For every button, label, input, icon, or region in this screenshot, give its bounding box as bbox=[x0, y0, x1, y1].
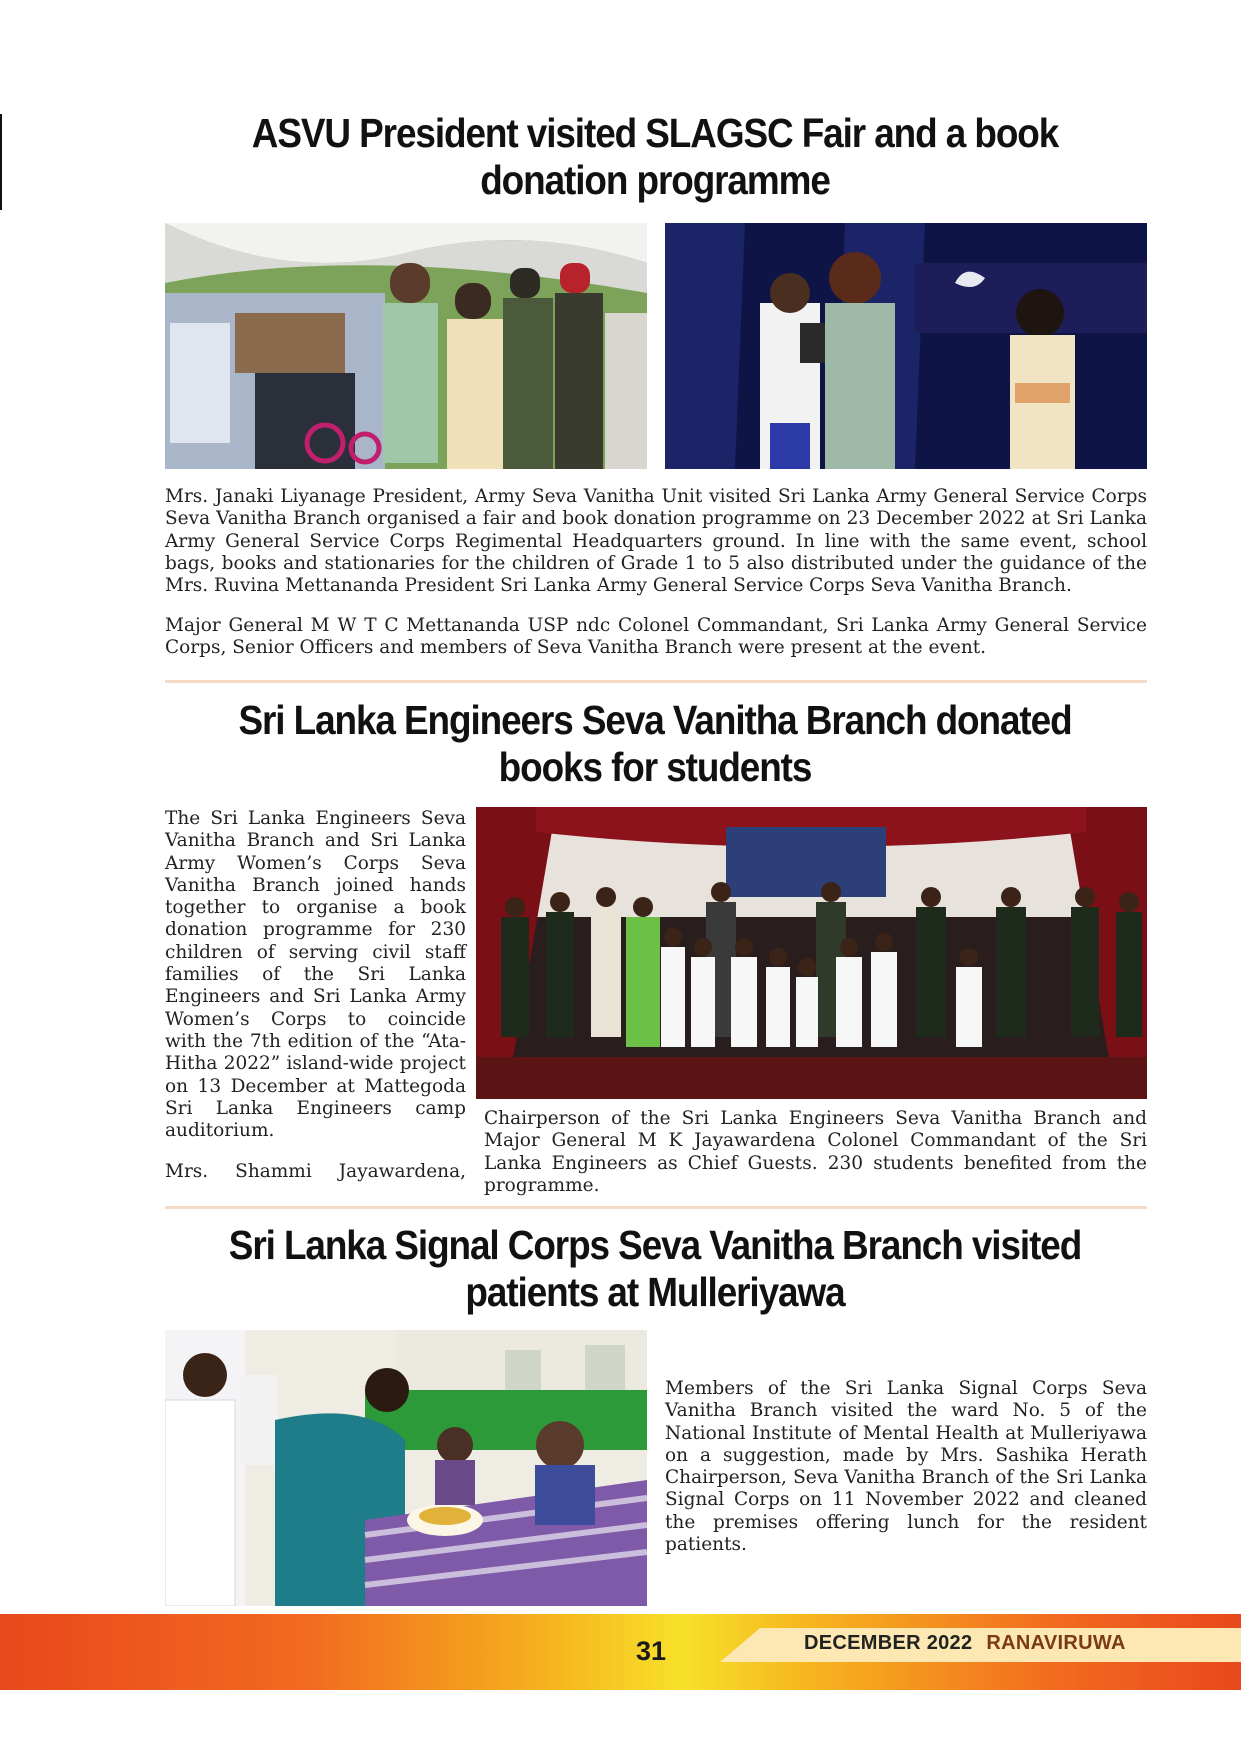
article3-headline: Sri Lanka Signal Corps Seva Vanitha Branch visited patients at Mulleriyawa bbox=[228, 1222, 1082, 1315]
article2-paragraph-2-continued: Chairperson of the Sri Lanka Engineers Seva Vanitha Branch and Major General M K Jayawardena Colonel Commandant of the Sri Lanka Engineers as Chief Guests. 230 students benefited from the programme. bbox=[484, 1108, 1147, 1196]
footer-issue-date: DECEMBER 2022 bbox=[804, 1632, 973, 1654]
article2-photo-group bbox=[476, 807, 1147, 1099]
section-divider bbox=[165, 680, 1147, 683]
section-divider bbox=[165, 1206, 1147, 1209]
article3-photo-ward bbox=[165, 1330, 647, 1606]
article1-photo-donation bbox=[665, 223, 1147, 469]
margin-mark bbox=[0, 114, 2, 210]
article2-paragraph-1: The Sri Lanka Engineers Seva Vanitha Branch and Sri Lanka Army Women’s Corps Seva Vanitha Branch joined hands together to organise a book donation programme for 230 children of serving civil staff families of the Sri Lanka Engineers and Sri Lanka Army Women’s Corps to coincide with the 7th edition of the “Ata-Hitha 2022” island-wide project on 13 December at Mattegoda Sri Lanka Engineers camp auditorium. bbox=[165, 808, 466, 1142]
article2-paragraph-2-start: Mrs. Shammi Jayawardena, bbox=[165, 1161, 466, 1182]
article1-paragraph-1: Mrs. Janaki Liyanage President, Army Seva Vanitha Unit visited Sri Lanka Army General Service Corps Seva Vanitha Branch organised a fair and book donation programme on 23 December 2022 at Sri Lanka Army General Service Corps Regimental Headquarters ground. In line with the same event, school bags, books and stationaries for the children of Grade 1 to 5 also distributed under the guidance of the Mrs. Ruvina Mettananda President Sri Lanka Army General Service Corps Seva Vanitha Branch. bbox=[165, 486, 1147, 597]
article3-paragraph-1: Members of the Sri Lanka Signal Corps Seva Vanitha Branch visited the ward No. 5 of the National Institute of Mental Health at Mulleriyawa on a suggestion, made by Mrs. Sashika Herath Chairperson, Seva Vanitha Branch of the Sri Lanka Signal Corps on 11 November 2022 and cleaned the premises offering lunch for the resident patients. bbox=[665, 1378, 1147, 1556]
article1-paragraph-2: Major General M W T C Mettananda USP ndc Colonel Commandant, Sri Lanka Army General Service Corps, Senior Officers and members of Seva Vanitha Branch were present at the event. bbox=[165, 615, 1147, 659]
footer-publication: RANAVIRUWA bbox=[986, 1632, 1126, 1654]
article2-headline: Sri Lanka Engineers Seva Vanitha Branch donated books for students bbox=[238, 697, 1072, 790]
article1-headline: ASVU President visited SLAGSC Fair and a book donation programme bbox=[251, 110, 1059, 203]
page-number: 31 bbox=[636, 1636, 667, 1666]
footer-issue bbox=[804, 1632, 1126, 1655]
article1-photo-fair bbox=[165, 223, 647, 469]
